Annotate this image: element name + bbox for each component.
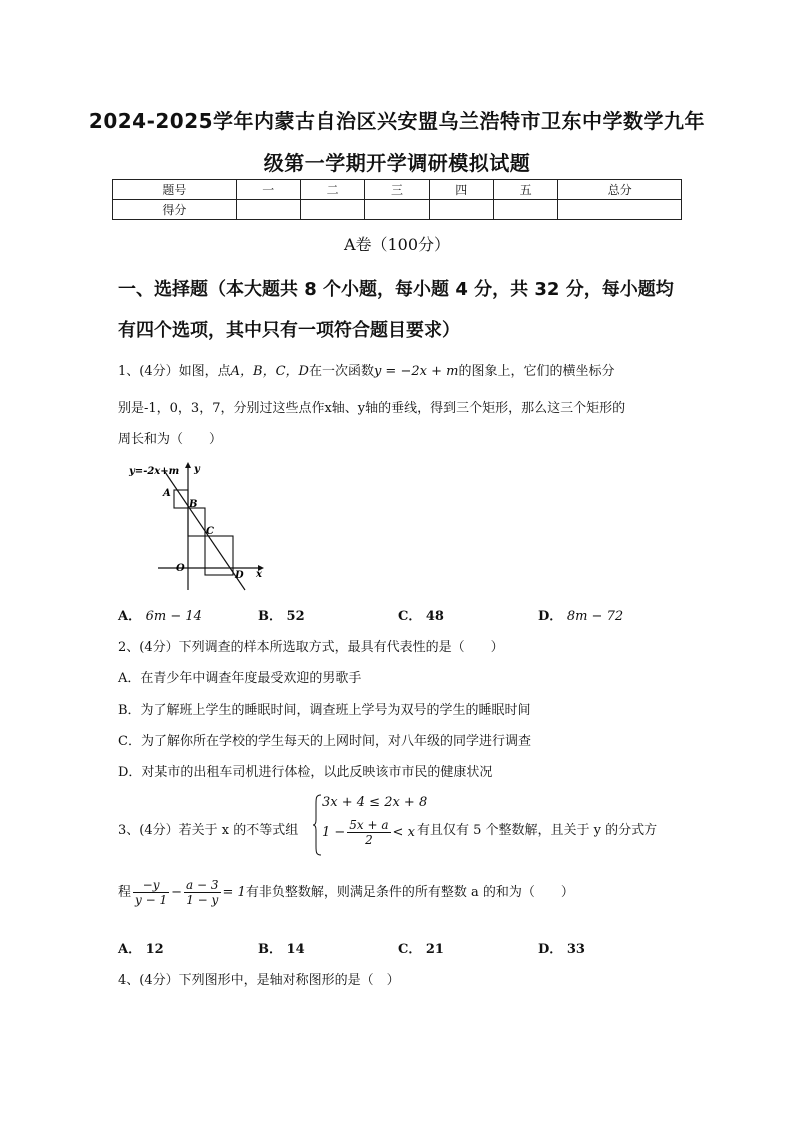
score-header-cell: 题号	[113, 180, 237, 200]
score-cell	[558, 200, 682, 220]
option-key: A．	[118, 942, 142, 957]
rectangle-c	[205, 536, 233, 575]
option-key: B．	[258, 942, 282, 957]
score-table	[112, 179, 682, 220]
equation-fraction-2	[184, 878, 220, 907]
point-d-label: D	[235, 570, 244, 581]
score-table-header-row	[113, 180, 682, 200]
q3-option-b[interactable]	[258, 938, 305, 957]
score-cell	[236, 200, 300, 220]
paper-title-line2: 级第一学期开学调研模拟试题	[263, 151, 531, 175]
option-value: 48	[425, 609, 444, 624]
q4-stem: 4、(4分）下列图形中，是轴对称图形的是（ ）	[118, 973, 400, 988]
score-table-score-row	[113, 200, 682, 220]
q1-figure	[118, 460, 278, 595]
fraction-numerator: −y	[133, 878, 169, 893]
q3-option-d[interactable]	[538, 938, 585, 957]
equation-rhs: = 1	[222, 885, 246, 900]
q2-option-a[interactable]: A．在青少年中调查年度最受欢迎的男歌手	[118, 671, 362, 686]
q2-option-c[interactable]: C．为了解你所在学校的学生每天的上网时间，对八年级的同学进行调查	[118, 734, 531, 749]
score-header-cell: 二	[300, 180, 364, 200]
option-value: 12	[145, 942, 164, 957]
score-header-cell: 五	[493, 180, 557, 200]
score-cell	[365, 200, 429, 220]
x-axis-label: x	[256, 569, 262, 580]
option-value: 33	[566, 942, 585, 957]
q3-line2-pre: 程	[118, 885, 132, 900]
equation-minus: −	[171, 885, 183, 900]
ineq2-post: < x	[392, 825, 415, 840]
option-value: 6m − 14	[145, 609, 202, 624]
q1-text-a: 1、(4分）如图，点	[118, 364, 231, 379]
point-c-label: C	[206, 526, 214, 537]
score-cell	[429, 200, 493, 220]
q3-line2	[118, 878, 574, 907]
fraction-denominator: 1 − y	[186, 893, 219, 907]
fraction-numerator: a − 3	[186, 878, 219, 892]
q1-text-b: 在一次函数	[308, 364, 374, 379]
fraction-denominator: y − 1	[135, 893, 168, 907]
q3-option-a[interactable]	[118, 938, 164, 957]
y-axis-label: y	[194, 464, 200, 475]
system-brace	[312, 794, 322, 856]
rectangle-a	[174, 490, 188, 508]
q3-line2-post: 有非负整数解，则满足条件的所有整数 a 的和为（ ）	[245, 885, 574, 900]
option-value: 21	[425, 942, 444, 957]
score-cell	[300, 200, 364, 220]
score-row-label: 得分	[113, 200, 237, 220]
option-key: D．	[538, 942, 563, 957]
score-header-cell: 一	[236, 180, 300, 200]
q2-option-b[interactable]: B．为了解班上学生的睡眠时间，调查班上学号为双号的学生的睡眠时间	[118, 703, 531, 718]
q1-points: A，B，C，D	[230, 364, 309, 379]
function-label: y=-2x+m	[129, 466, 180, 477]
q1-text-c: 的图象上，它们的横坐标分	[458, 364, 615, 379]
option-key: C．	[398, 942, 422, 957]
origin-label: O	[176, 563, 185, 574]
point-b-label: B	[189, 499, 198, 510]
q3-text-a: 3、(4分）若关于 x 的不等式组	[118, 823, 299, 838]
fraction-denominator: 2	[365, 833, 373, 847]
q1-option-a[interactable]	[118, 605, 202, 624]
q3-inequality-2	[322, 818, 415, 847]
rectangle-b	[188, 508, 205, 536]
q1-option-c[interactable]	[398, 605, 444, 624]
part1-heading-line2: 有四个选项，其中只有一项符合题目要求）	[118, 320, 460, 341]
score-header-cell: 总分	[558, 180, 682, 200]
section-a-heading: A卷（100分）	[343, 235, 451, 254]
score-header-cell: 三	[365, 180, 429, 200]
option-value: 14	[286, 942, 305, 957]
q1-line3: 周长和为（ ）	[118, 432, 223, 447]
q2-option-d[interactable]: D．对某市的出租车司机进行体检，以此反映该市市民的健康状况	[118, 765, 493, 780]
q1-option-b[interactable]	[258, 605, 305, 624]
q1-option-d[interactable]	[538, 605, 623, 624]
q1-line1	[118, 360, 614, 379]
point-a-label: A	[163, 488, 171, 499]
part1-heading-line1: 一、选择题（本大题共 8 个小题，每小题 4 分，共 32 分，每小题均	[118, 279, 674, 300]
option-key: B．	[258, 609, 282, 624]
score-cell	[493, 200, 557, 220]
option-value: 8m − 72	[566, 609, 624, 624]
option-key: A．	[118, 609, 142, 624]
fraction-numerator: 5x + a	[349, 818, 389, 832]
q3-option-c[interactable]	[398, 938, 444, 957]
ineq2-fraction	[347, 818, 390, 847]
paper-title-line1: 2024-2025学年内蒙古自治区兴安盟乌兰浩特市卫东中学数学九年	[88, 109, 706, 133]
q2-stem: 2、(4分）下列调查的样本所选取方式，最具有代表性的是（ ）	[118, 640, 504, 655]
option-value: 52	[286, 609, 305, 624]
score-header-cell: 四	[429, 180, 493, 200]
q3-inequality-1: 3x + 4 ≤ 2x + 8	[322, 795, 428, 810]
ineq2-pre: 1 −	[322, 825, 346, 840]
q1-line2: 别是-1，0，3，7，分别过这些点作x轴、y轴的垂线，得到三个矩形，那么这三个矩形的	[118, 401, 626, 416]
option-key: D．	[538, 609, 563, 624]
equation-fraction-1	[133, 878, 169, 907]
y-axis-arrow	[185, 462, 191, 468]
q1-function: y = −2x + m	[373, 364, 459, 379]
q3-text-b: 有且仅有 5 个整数解，且关于 y 的分式方	[417, 823, 658, 838]
option-key: C．	[398, 609, 422, 624]
